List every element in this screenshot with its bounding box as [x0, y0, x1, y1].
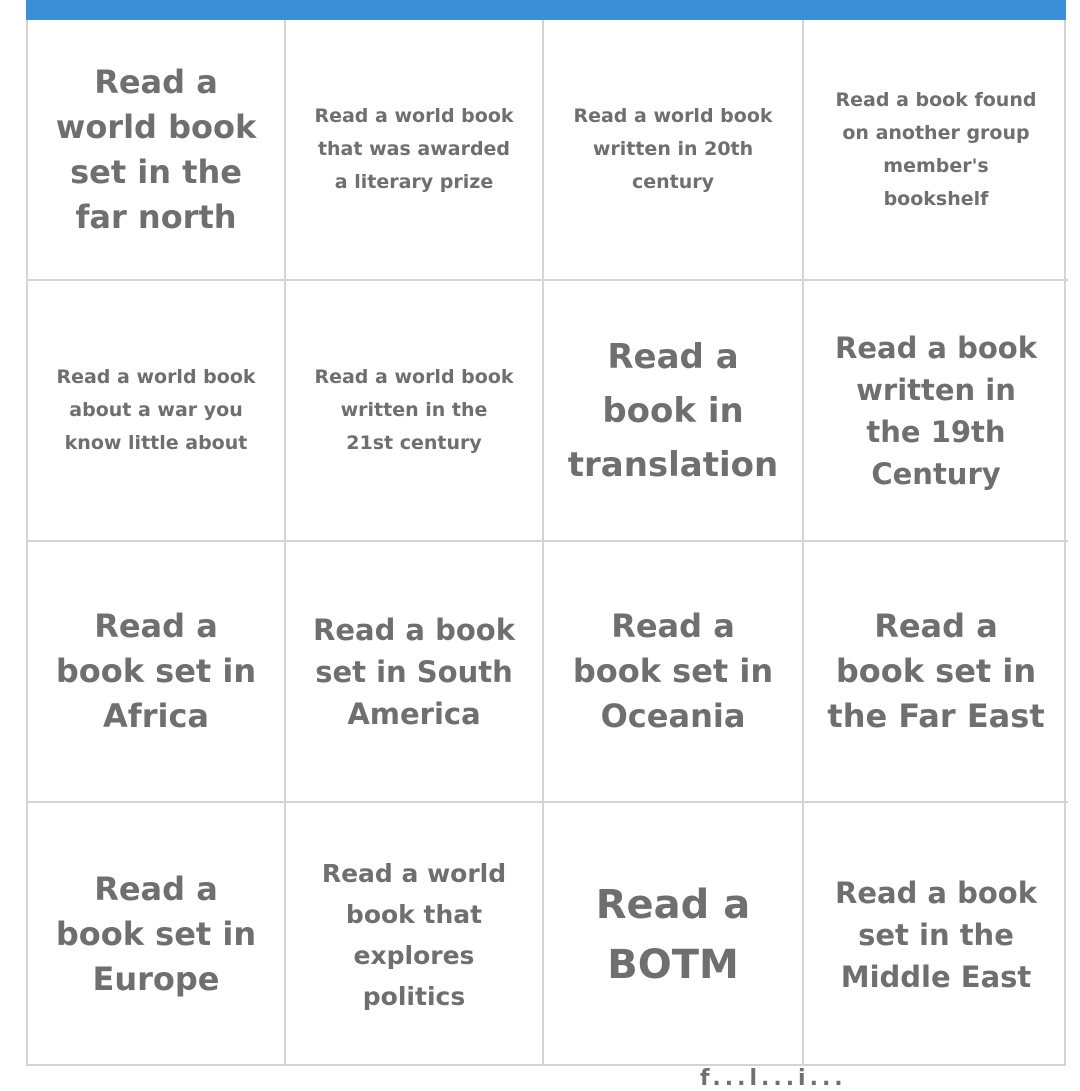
bingo-cell[interactable]: [544, 542, 804, 803]
bingo-cell-text: Read a book found on another group member's bookshelf: [835, 88, 1037, 210]
bingo-cell-text: Read a world book written in 20th century: [573, 105, 773, 193]
bingo-cell[interactable]: [804, 803, 1068, 1066]
bingo-cell-text: Read a world book that explores politics: [321, 858, 507, 1011]
bingo-cell-text: Read a world book that was awarded a literary prize: [314, 105, 514, 193]
bingo-cell[interactable]: [28, 542, 286, 803]
bingo-cell-text: Read a world book about a war you know little about: [56, 366, 256, 454]
bingo-cell[interactable]: [544, 20, 804, 281]
footer-text-fragment: f...l...i...: [700, 1066, 847, 1091]
bingo-cell-text: Read a book set in South America: [313, 612, 515, 731]
header-accent-bar: [26, 0, 1066, 20]
bingo-cell[interactable]: [28, 281, 286, 542]
bingo-cell[interactable]: [804, 20, 1068, 281]
bingo-cell[interactable]: [286, 20, 544, 281]
bingo-cell-text: Read a BOTM: [595, 881, 751, 988]
bingo-cell[interactable]: [286, 281, 544, 542]
bingo-cell-text: Read a book in translation: [567, 336, 779, 485]
bingo-cell[interactable]: [804, 281, 1068, 542]
bingo-cell[interactable]: [544, 803, 804, 1066]
bingo-cell[interactable]: [286, 542, 544, 803]
bingo-cell-text: Read a world book set in the far north: [55, 62, 257, 236]
bingo-cell[interactable]: [286, 803, 544, 1066]
bingo-cell-text: Read a book written in the 19th Century: [835, 330, 1037, 491]
bingo-cell[interactable]: [804, 542, 1068, 803]
bingo-cell-text: Read a book set in Oceania: [572, 607, 774, 735]
bingo-cell-text: Read a book set in the Far East: [827, 607, 1045, 735]
bingo-cell-text: Read a book set in Africa: [55, 607, 257, 735]
bingo-cell-text: Read a book set in the Middle East: [835, 875, 1037, 994]
bingo-board: [26, 20, 1066, 1066]
bingo-cell[interactable]: [28, 20, 286, 281]
bingo-cell[interactable]: [28, 803, 286, 1066]
bingo-cell-text: Read a world book written in the 21st century: [314, 366, 514, 454]
bingo-cell-text: Read a book set in Europe: [55, 870, 257, 998]
bingo-cell[interactable]: [544, 281, 804, 542]
